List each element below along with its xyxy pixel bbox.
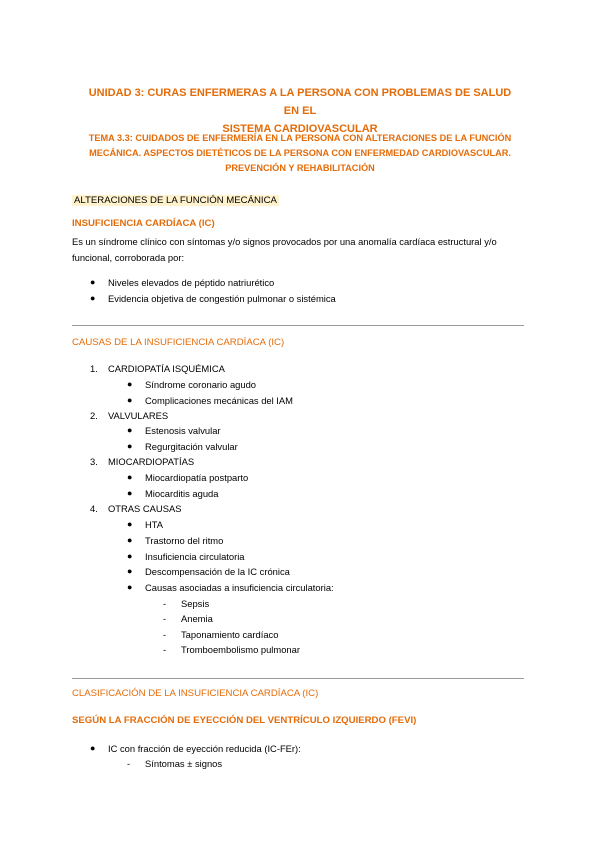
list-number: 1. — [90, 363, 98, 374]
dash-icon: - — [163, 598, 167, 609]
list-item: Síndrome coronario agudo — [145, 379, 257, 390]
topic-title-line: MECÁNICA. ASPECTOS DIETÉTICOS DE LA PERSONA CON ENFERMEDAD CARDIOVASCULAR. — [89, 148, 511, 158]
sub-list-item: Taponamiento cardíaco — [181, 629, 279, 640]
list-number: 4. — [90, 503, 98, 514]
bullet-icon: ● — [127, 566, 133, 576]
topic-title-line: TEMA 3.3: CUIDADOS DE ENFERMERÍA EN LA PERSONA CON ALTERACIONES DE LA FUNCIÓN — [88, 133, 512, 143]
sub-list-item: Síntomas ± signos — [145, 758, 223, 769]
bullet-icon: ● — [127, 488, 133, 498]
bullet-icon: ● — [127, 519, 133, 529]
bullet-icon: ● — [127, 551, 133, 561]
dash-icon: - — [163, 644, 167, 655]
causes-heading: CAUSAS DE LA INSUFICIENCIA CARDÍACA (IC) — [72, 337, 285, 348]
unit-title-line: SISTEMA CARDIOVASCULAR — [222, 123, 378, 135]
list-item: Regurgitación valvular — [145, 441, 238, 452]
list-number: 3. — [90, 456, 98, 467]
dash-icon: - — [127, 758, 131, 769]
topic-title — [80, 131, 520, 176]
list-item: Niveles elevados de péptido natriurético — [108, 277, 275, 288]
section-heading-mechanical — [72, 190, 279, 208]
dash-icon: - — [163, 613, 167, 624]
bullet-icon: ● — [127, 425, 133, 435]
list-item: IC con fracción de eyección reducida (IC-FEr): — [108, 743, 301, 754]
list-item: Causas asociadas a insuficiencia circulatoria: — [145, 582, 334, 593]
list-item: Evidencia objetiva de congestión pulmonar o sistémica — [108, 293, 336, 304]
cause-group-title: CARDIOPATÍA ISQUÉMICA — [108, 363, 225, 374]
unit-title — [80, 84, 520, 138]
list-item: Insuficiencia circulatoria — [145, 551, 245, 562]
cause-group-title: OTRAS CAUSAS — [108, 503, 182, 514]
definition-line: funcional, corroborada por: — [72, 252, 185, 263]
bullet-icon: ● — [127, 582, 133, 592]
list-item: Miocarditis aguda — [145, 488, 219, 499]
dash-icon: - — [163, 629, 167, 640]
section-heading-highlight: ALTERACIONES DE LA FUNCIÓN MECÁNICA — [74, 195, 277, 206]
sub-list-item: Sepsis — [181, 598, 210, 609]
list-item: HTA — [145, 519, 164, 530]
list-item: Miocardiopatía postparto — [145, 472, 249, 483]
divider — [72, 678, 524, 679]
bullet-icon: ● — [90, 743, 96, 753]
list-number: 2. — [90, 410, 98, 421]
bullet-icon: ● — [90, 277, 96, 287]
classification-heading: CLASIFICACIÓN DE LA INSUFICIENCIA CARDÍACA (IC) — [72, 688, 319, 699]
sub-list-item: Tromboembolismo pulmonar — [181, 644, 300, 655]
cause-group-title: VALVULARES — [108, 410, 169, 421]
classification-subheading: SEGÚN LA FRACCIÓN DE EYECCIÓN DEL VENTRÍCULO IZQUIERDO (FEVI) — [72, 715, 417, 726]
bullet-icon: ● — [127, 472, 133, 482]
bullet-icon: ● — [90, 293, 96, 303]
bullet-icon: ● — [127, 441, 133, 451]
list-item: Estenosis valvular — [145, 425, 221, 436]
sub-list-item: Anemia — [181, 613, 213, 624]
heart-failure-heading: INSUFICIENCIA CARDÍACA (IC) — [72, 218, 215, 229]
heart-failure-definition — [72, 234, 532, 266]
bullet-icon: ● — [127, 395, 133, 405]
cause-group-title: MIOCARDIOPATÍAS — [108, 456, 195, 467]
bullet-icon: ● — [127, 535, 133, 545]
topic-title-line: PREVENCIÓN Y REHABILITACIÓN — [225, 163, 375, 173]
list-item: Trastorno del ritmo — [145, 535, 224, 546]
definition-line: Es un síndrome clínico con síntomas y/o signos provocados por una anomalía cardíaca estructural y/o — [72, 236, 497, 247]
list-item: Complicaciones mecánicas del IAM — [145, 395, 293, 406]
bullet-icon: ● — [127, 379, 133, 389]
list-item: Descompensación de la IC crónica — [145, 566, 290, 577]
unit-title-line: UNIDAD 3: CURAS ENFERMERAS A LA PERSONA CON PROBLEMAS DE SALUD EN EL — [88, 87, 512, 117]
divider — [72, 325, 524, 326]
